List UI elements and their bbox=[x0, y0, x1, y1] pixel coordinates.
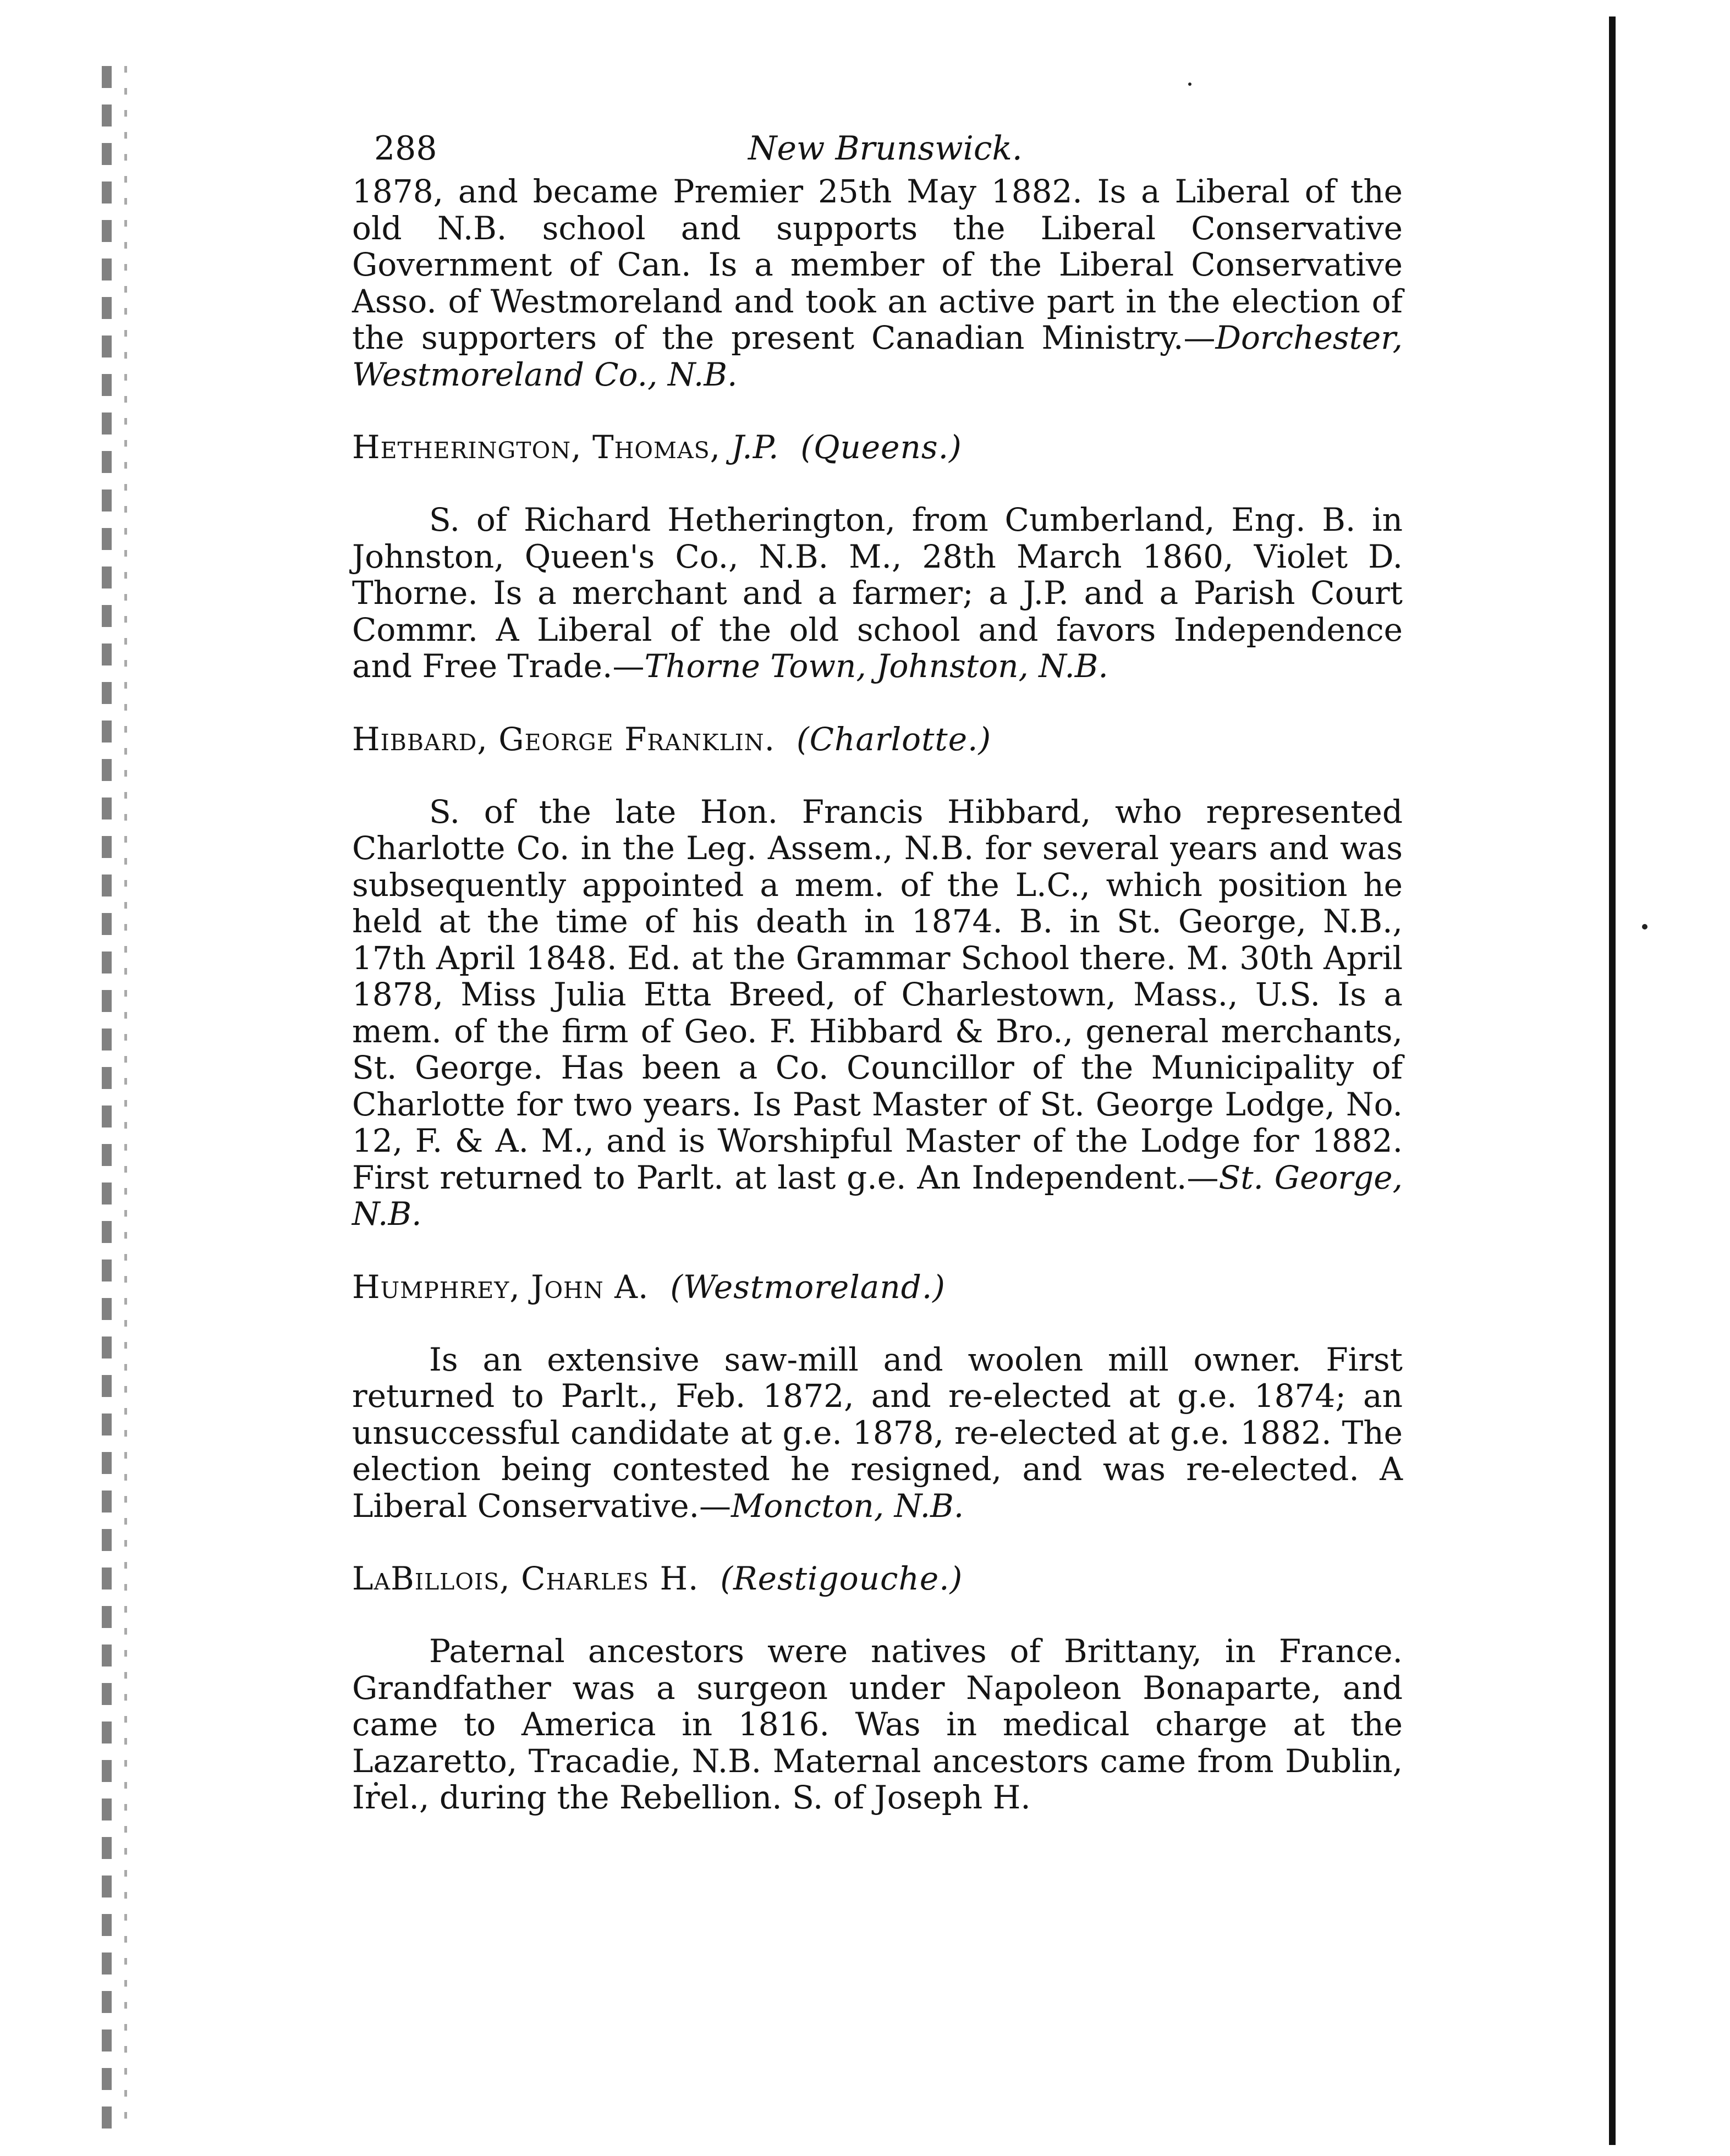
entry-county: (Charlotte.) bbox=[796, 720, 992, 758]
entry-text: Is an extensive saw-mill and woolen mill owner. First returned to Parlt., Feb. 1872, and re-elected at g.e. 1874; an unsuccessful candidate at g.e. 1878, re-elected at g.e. 1882. The election being contested he resigned, and was re-elected. A Liberal Conservative. bbox=[352, 1340, 1403, 1525]
scan-edge-right bbox=[1609, 16, 1616, 2145]
entry-county: (Westmoreland.) bbox=[670, 1268, 946, 1306]
entry-paragraph bbox=[352, 1633, 1403, 1816]
entry-title: J.P. bbox=[731, 428, 779, 466]
entry-heading bbox=[352, 1560, 1403, 1597]
continuation-text: 1878, and became Premier 25th May 1882. Is a Liberal of the old N.B. school and supports the Liberal Conservative Government of Can. Is a member of the Liberal Conservative Asso. of Westmoreland and took an active part in the election of the supporters of the present Canadian Ministry. bbox=[352, 173, 1403, 356]
running-head bbox=[352, 129, 1403, 173]
scan-speck bbox=[1642, 924, 1647, 930]
entry-address: St. George, N.B. bbox=[352, 1158, 1403, 1233]
entry-text: S. of the late Hon. Francis Hibbard, who represented Charlotte Co. in the Leg. Assem., N.B. for several years and was subsequently appointed a mem. of the L.C., which position he held at the time of his death in 1874. B. in St. George, N.B., 17th April 1848. Ed. at the Grammar School there. M. 30th April 1878, Miss Julia Etta Breed, of Charlestown, Mass., U.S. Is a mem. of the firm of Geo. F. Hibbard & Bro., general merchants, St. George. Has been a Co. Councillor of the Municipality of Charlotte for two years. Is Past Master of St. George Lodge, No. 12, F. & A. M., and is Worshipful Master of the Lodge for 1882. First returned to Parlt. at last g.e. An Independent. bbox=[352, 793, 1403, 1196]
entry-paragraph: S. of Richard Hetherington, from Cumberland, Eng. B. in Johnston, Queen's Co., N.B. M., 28th March 1860, Violet D. Thorne. Is a merchant and a farmer; a J.P. and a Parish Court Commr. A Liberal of the old school and favors Independence and Free Trade.—Thorne Town, Johnston, N.B. bbox=[352, 501, 1403, 685]
entry-heading bbox=[352, 721, 1403, 757]
entry-paragraph: S. of the late Hon. Francis Hibbard, who represented Charlotte Co. in the Leg. Assem., N.B. for several years and was subsequently appointed a mem. of the L.C., which position he held at the time of his death in 1874. B. in St. George, N.B., 17th April 1848. Ed. at the Grammar School there. M. 30th April 1878, Miss Julia Etta Breed, of Charlestown, Mass., U.S. Is a mem. of the firm of Geo. F. Hibbard & Bro., general merchants, St. George. Has been a Co. Councillor of the Municipality of Charlotte for two years. Is Past Master of St. George Lodge, No. 12, F. & A. M., and is Worshipful Master of the Lodge for 1882. First returned to Parlt. at last g.e. An Independent.—St. George, N.B. bbox=[352, 793, 1403, 1233]
entry-text: S. of Richard Hetherington, from Cumberland, Eng. B. in Johnston, Queen's Co., N.B. M., 28th March 1860, Violet D. Thorne. Is a merchant and a farmer; a J.P. and a Parish Court Commr. A Liberal of the old school and favors Independence and Free Trade. bbox=[352, 501, 1403, 685]
entry-name: LaBillois, Charles H. bbox=[352, 1560, 699, 1597]
entry-paragraph: Is an extensive saw-mill and woolen mill owner. First returned to Parlt., Feb. 1872, and re-elected at g.e. 1874; an unsuccessful candidate at g.e. 1878, re-elected at g.e. 1882. The election being contested he resigned, and was re-elected. A Liberal Conservative.—Moncton, N.B. bbox=[352, 1340, 1403, 1525]
scan-edge-left bbox=[102, 66, 112, 2134]
entry-name: Hibbard, George Franklin. bbox=[352, 720, 776, 758]
continuation-address: Dorchester, Westmoreland Co., N.B. bbox=[352, 319, 1403, 393]
scan-speck bbox=[1188, 82, 1191, 86]
page-number: 288 bbox=[374, 129, 437, 168]
entry-heading bbox=[352, 429, 1403, 465]
book-page bbox=[352, 129, 1403, 1816]
continuation-paragraph: 1878, and became Premier 25th May 1882. Is a Liberal of the old N.B. school and supports the Liberal Conservative Government of Can. Is a member of the Liberal Conservative Asso. of Westmoreland and took an active part in the election of the supporters of the present Canadian Ministry.—Dorchester, Westmoreland Co., N.B. bbox=[352, 173, 1403, 393]
entry-county: (Queens.) bbox=[800, 428, 962, 466]
running-title: New Brunswick. bbox=[748, 129, 1023, 168]
entry-name: Humphrey, John A. bbox=[352, 1268, 649, 1306]
entry-name: Hetherington, Thomas, bbox=[352, 428, 721, 466]
scan-edge-left-thin bbox=[124, 66, 127, 2134]
entry-heading bbox=[352, 1269, 1403, 1305]
entry-county: (Restigouche.) bbox=[720, 1560, 963, 1597]
entry-address: Moncton, N.B. bbox=[731, 1487, 964, 1525]
entry-text: Paternal ancestors were natives of Brittany, in France. Grandfather was a surgeon under Napoleon Bonaparte, and came to America in 1816. Was in medical charge at the Lazaretto, Tracadie, N.B. Maternal ancestors came from Dublin, Irel., during the Rebellion. S. of Joseph H. bbox=[352, 1632, 1403, 1816]
entry-address: Thorne Town, Johnston, N.B. bbox=[644, 647, 1108, 685]
